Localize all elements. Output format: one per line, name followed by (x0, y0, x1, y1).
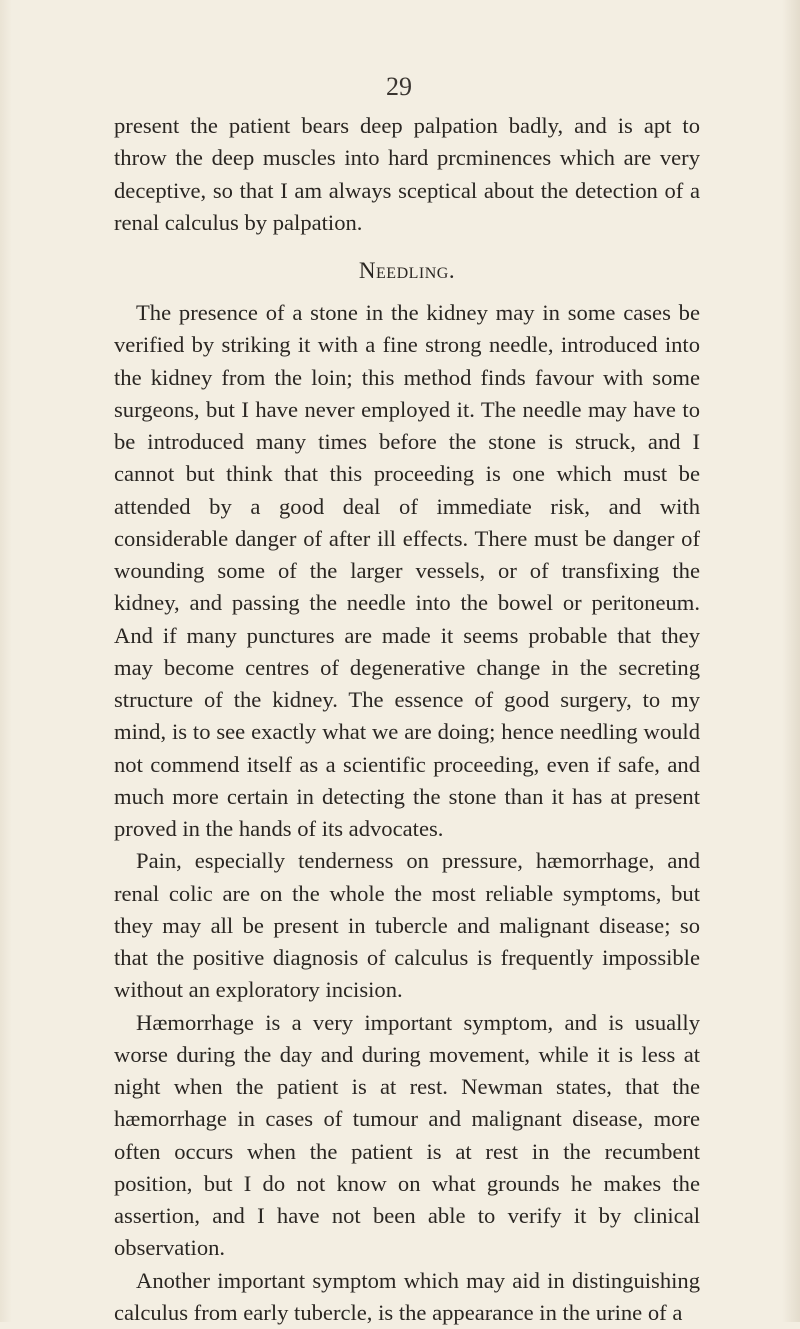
paragraph: Another important symptom which may aid in distinguishing calculus from early tubercle, is the appearance in the urine of a (114, 1265, 700, 1329)
paragraph: Pain, especially tenderness on pressure, hæmorrhage, and renal colic are on the whole the most reliable symptoms, but they may all be present in tubercle and malignant disease; so that the positive diagnosis of calculus is frequently impossible without an exploratory incision. (114, 845, 700, 1006)
page-edge-shadow (782, 0, 800, 1322)
page-number: 29 (374, 72, 424, 102)
paragraph: Hæmorrhage is a very important symptom, and is usually worse during the day and during movement, while it is less at night when the patient is at rest. Newman states, that the hæmorrhage in cases of tumour and malignant disease, more often occurs when the patient is at rest in the recumbent position, but I do not know on what grounds he makes the assertion, and I have not been able to verify it by clinical observation. (114, 1007, 700, 1265)
page-gutter-shadow (0, 0, 12, 1322)
section-heading: Needling. (114, 255, 700, 287)
paragraph-continued: present the patient bears deep palpation badly, and is apt to throw the deep muscles into hard prcminences which are very deceptive, so that I am always sceptical about the detection of a renal calculus by palpation. (114, 110, 700, 239)
body-text (114, 110, 700, 1329)
paragraph: The presence of a stone in the kidney may in some cases be verified by striking it with a fine strong needle, introduced into the kidney from the loin; this method finds favour with some surgeons, but I have never employed it. The needle may have to be introduced many times before the stone is struck, and I cannot but think that this proceeding is one which must be attended by a good deal of immediate risk, and with considerable danger of after ill effects. There must be danger of wounding some of the larger vessels, or of transfixing the kidney, and passing the needle into the bowel or peritoneum. And if many punctures are made it seems probable that they may become centres of degenerative change in the secreting structure of the kidney. The essence of good surgery, to my mind, is to see exactly what we are doing; hence needling would not commend itself as a scientific proceeding, even if safe, and much more certain in detecting the stone than it has at present proved in the hands of its advocates. (114, 297, 700, 845)
